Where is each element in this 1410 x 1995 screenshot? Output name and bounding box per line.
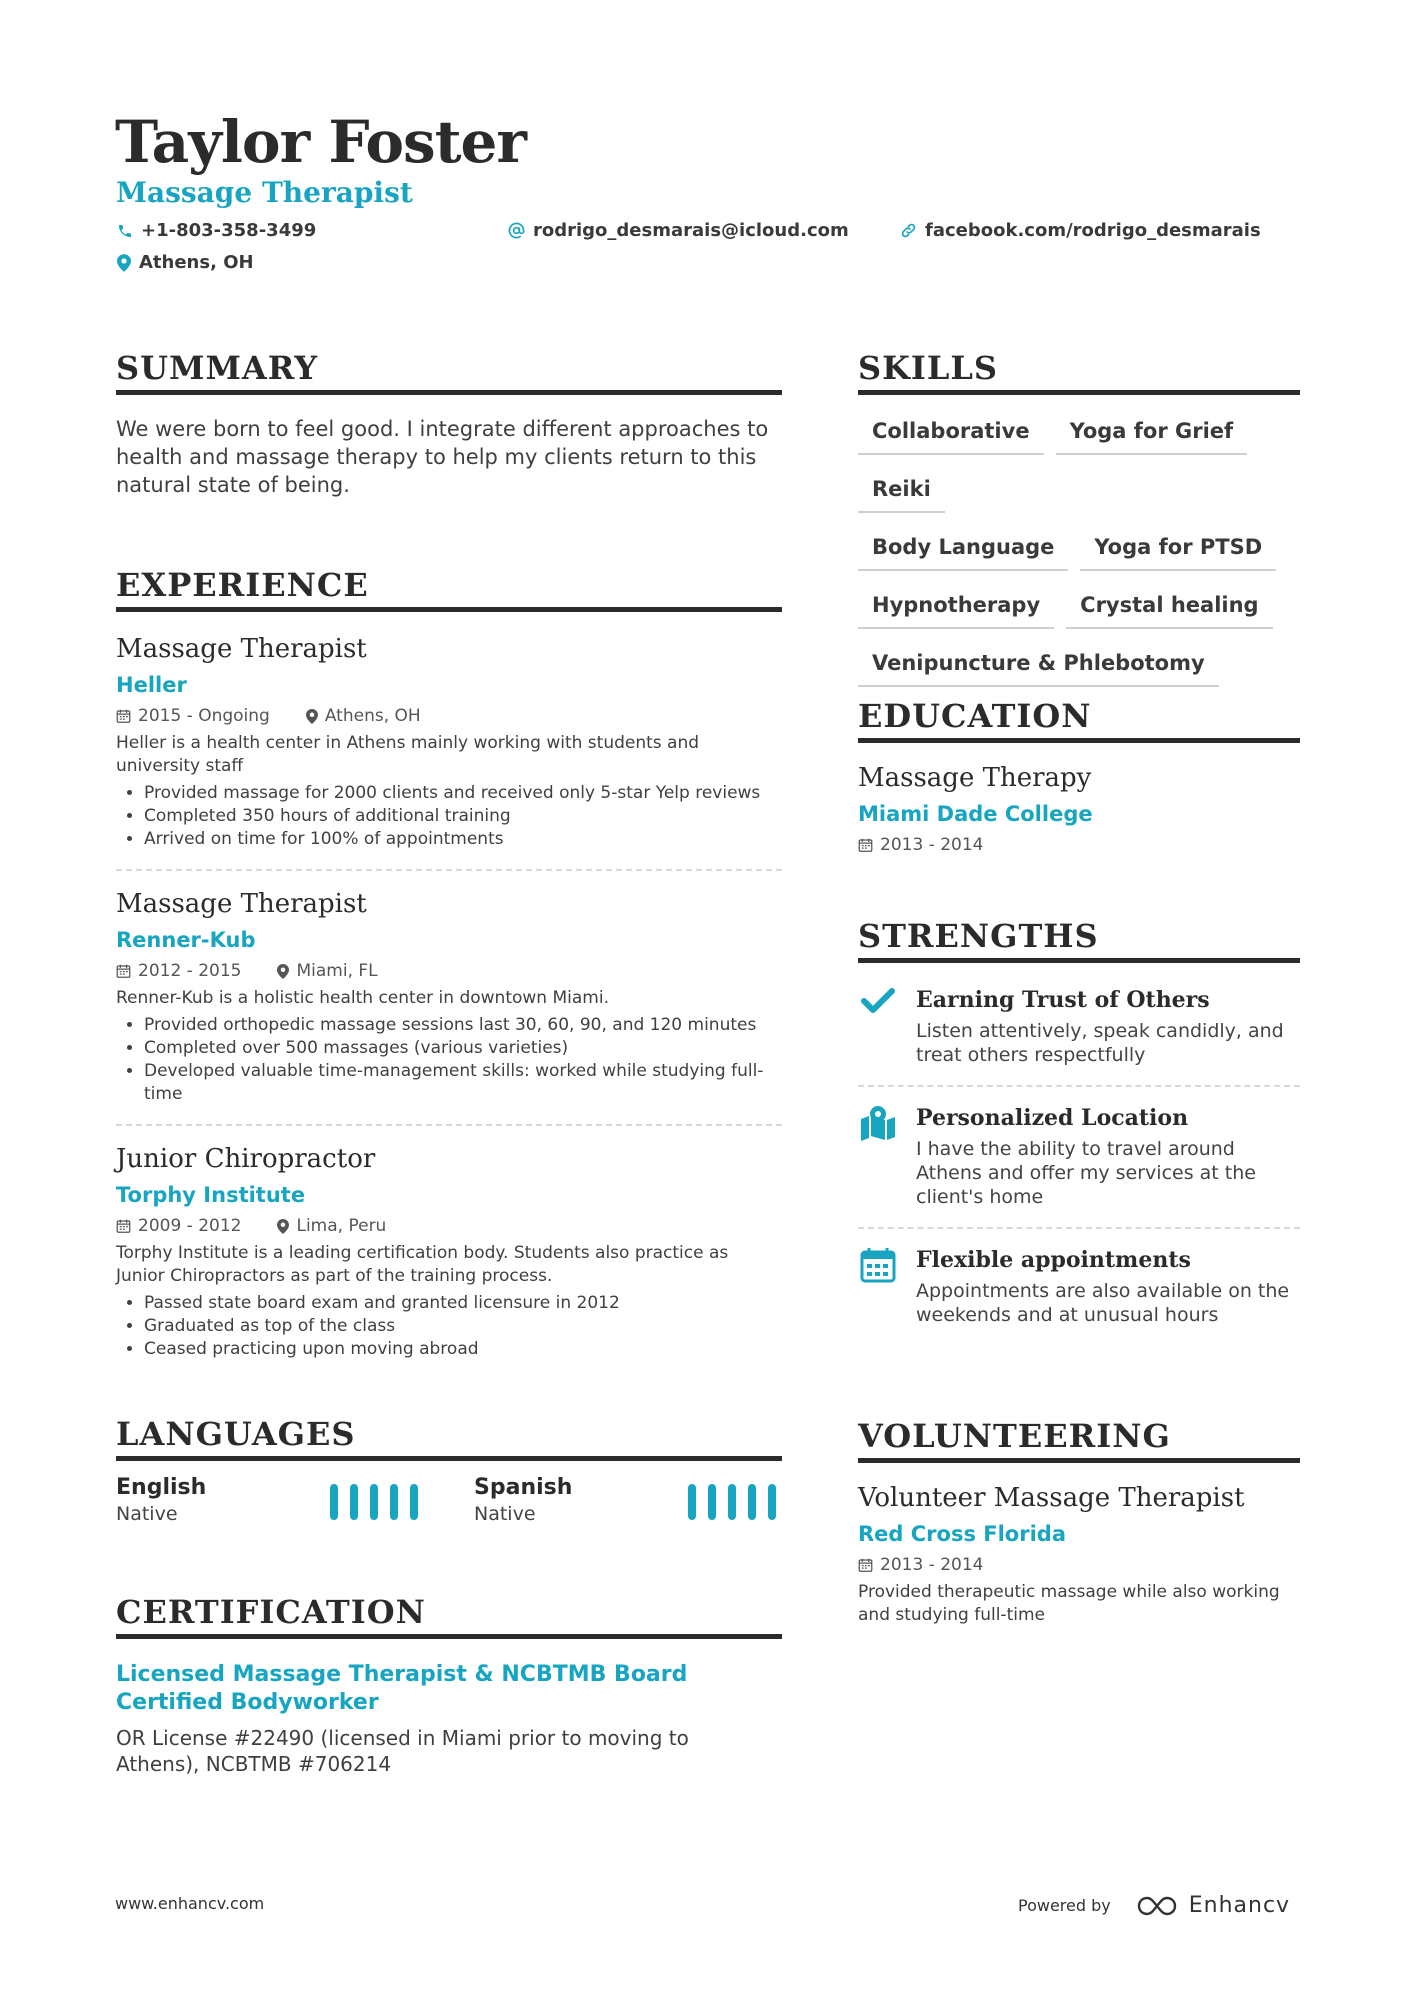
divider <box>858 1085 1300 1087</box>
education-heading: EDUCATION <box>858 696 1300 743</box>
job-meta <box>116 1214 782 1238</box>
email-text: rodrigo_desmarais@icloud.com <box>533 220 849 241</box>
strength-item <box>858 985 1300 1067</box>
summary-text: We were born to feel good. I integrate different approaches to health and massage therapy to help my clients return to this natural state of being. <box>116 417 769 497</box>
contact-email[interactable] <box>508 220 849 241</box>
powered-by-label: Powered by <box>1018 1896 1111 1915</box>
job-bullets <box>116 1014 782 1106</box>
job-bullet: • Provided massage for 2000 clients and received only 5-star Yelp reviews <box>144 782 782 805</box>
calendar-icon <box>116 708 131 724</box>
volunteering-meta <box>858 1553 1300 1577</box>
strengths-heading: STRENGTHS <box>858 916 1300 963</box>
location-pin-icon <box>277 1219 289 1234</box>
job-dates: 2009 - 2012 <box>138 1216 242 1236</box>
job-role: Massage Therapist <box>116 889 367 919</box>
footer-website[interactable]: www.enhancv.com <box>115 1894 265 1913</box>
phone-icon <box>117 223 133 239</box>
job-meta <box>116 959 782 983</box>
job-bullet: • Graduated as top of the class <box>144 1315 782 1338</box>
experience-entry <box>116 887 782 1106</box>
strength-title: Personalized Location <box>916 1105 1189 1131</box>
job-description: Torphy Institute is a leading certification body. Students also practice as Junior Chiropractors as part of the training process. <box>116 1243 729 1286</box>
volunteering-role: Volunteer Massage Therapist <box>858 1483 1245 1513</box>
skills-list <box>858 411 1318 701</box>
skill-tag: Crystal healing <box>1066 585 1272 629</box>
strength-text: I have the ability to travel around Athens and offer my services at the client's home <box>916 1138 1256 1208</box>
contact-link[interactable] <box>900 220 1261 241</box>
proficiency-bar <box>390 1484 398 1520</box>
map-location-icon <box>859 1105 897 1141</box>
job-bullets <box>116 1292 782 1361</box>
phone-text: +1-803-358-3499 <box>141 220 317 241</box>
experience-heading: EXPERIENCE <box>116 565 782 612</box>
education-meta <box>858 833 1300 857</box>
education-school[interactable]: Miami Dade College <box>858 802 1093 826</box>
left-column <box>116 348 782 1361</box>
link-text: facebook.com/rodrigo_desmarais <box>925 220 1261 241</box>
calendar-icon <box>860 1247 896 1283</box>
contact-phone[interactable] <box>117 220 316 241</box>
language-item <box>474 1474 572 1526</box>
location-pin-icon <box>306 709 318 724</box>
education-section <box>858 696 1300 857</box>
skill-tag: Yoga for PTSD <box>1080 527 1276 571</box>
location-pin-icon <box>117 254 131 272</box>
enhancv-logo-icon <box>1135 1894 1181 1918</box>
job-bullet: • Provided orthopedic massage sessions last 30, 60, 90, and 120 minutes <box>144 1014 782 1037</box>
skill-tag: Hypnotherapy <box>858 585 1054 629</box>
summary-heading: SUMMARY <box>116 348 782 395</box>
volunteering-section <box>858 1416 1300 1627</box>
job-company[interactable]: Torphy Institute <box>116 1183 306 1207</box>
language-proficiency-bars <box>330 1484 418 1520</box>
skill-tag: Collaborative <box>858 411 1044 455</box>
divider <box>858 1227 1300 1229</box>
divider <box>116 869 782 871</box>
volunteering-heading: VOLUNTEERING <box>858 1416 1300 1463</box>
volunteering-text: Provided therapeutic massage while also working and studying full-time <box>858 1582 1280 1625</box>
at-icon <box>508 222 525 239</box>
languages-section <box>116 1414 782 1461</box>
proficiency-bar <box>350 1484 358 1520</box>
language-name: Spanish <box>474 1475 573 1500</box>
candidate-title: Massage Therapist <box>116 176 413 209</box>
job-dates: 2012 - 2015 <box>138 961 242 981</box>
calendar-icon <box>116 963 131 979</box>
right-column <box>858 348 1300 701</box>
job-company[interactable]: Heller <box>116 673 187 697</box>
calendar-icon <box>116 1218 131 1234</box>
certification-section <box>116 1592 782 1777</box>
proficiency-bar <box>708 1484 716 1520</box>
job-meta <box>116 704 782 728</box>
skills-section <box>858 348 1300 701</box>
location-text: Athens, OH <box>139 252 254 273</box>
job-role: Junior Chiropractor <box>116 1144 376 1174</box>
link-icon <box>900 222 917 239</box>
experience-section <box>116 565 782 1361</box>
checkmark-icon <box>861 987 895 1015</box>
divider <box>116 1124 782 1126</box>
proficiency-bar <box>370 1484 378 1520</box>
education-dates: 2013 - 2014 <box>880 835 984 855</box>
candidate-name: Taylor Foster <box>115 108 526 176</box>
languages-heading: LANGUAGES <box>116 1414 782 1461</box>
skill-tag: Reiki <box>858 469 945 513</box>
job-bullet: • Arrived on time for 100% of appointments <box>144 828 782 851</box>
certification-heading: CERTIFICATION <box>116 1592 782 1639</box>
job-description: Heller is a health center in Athens mainly working with students and university staff <box>116 733 700 776</box>
proficiency-bar <box>748 1484 756 1520</box>
job-location: Athens, OH <box>324 706 421 726</box>
proficiency-bar <box>688 1484 696 1520</box>
job-role: Massage Therapist <box>116 634 367 664</box>
strength-title: Flexible appointments <box>916 1247 1191 1273</box>
job-company[interactable]: Renner-Kub <box>116 928 256 952</box>
job-bullet: • Passed state board exam and granted licensure in 2012 <box>144 1292 782 1315</box>
strength-item <box>858 1103 1300 1209</box>
job-bullets <box>116 782 782 851</box>
language-name: English <box>116 1475 207 1500</box>
skill-tag: Venipuncture & Phlebotomy <box>858 643 1219 687</box>
volunteering-org[interactable]: Red Cross Florida <box>858 1522 1066 1546</box>
proficiency-bar <box>330 1484 338 1520</box>
strength-text: Appointments are also available on the weekends and at unusual hours <box>916 1280 1290 1326</box>
language-level: Native <box>116 1503 178 1525</box>
calendar-icon <box>858 837 873 853</box>
strength-title: Earning Trust of Others <box>916 987 1210 1013</box>
job-bullet: • Completed over 500 massages (various varieties) <box>144 1037 782 1060</box>
skill-tag: Yoga for Grief <box>1056 411 1248 455</box>
strength-text: Listen attentively, speak candidly, and treat others respectfully <box>916 1020 1284 1066</box>
skills-heading: SKILLS <box>858 348 1300 395</box>
location-pin-icon <box>277 964 289 979</box>
brand-name: Enhancv <box>1188 1893 1291 1918</box>
proficiency-bar <box>728 1484 736 1520</box>
volunteering-dates: 2013 - 2014 <box>880 1555 984 1575</box>
strengths-section <box>858 916 1300 1327</box>
experience-entry <box>116 1142 782 1361</box>
job-bullet: • Completed 350 hours of additional training <box>144 805 782 828</box>
experience-entry <box>116 632 782 851</box>
language-proficiency-bars <box>688 1484 776 1520</box>
calendar-icon <box>858 1557 873 1573</box>
proficiency-bar <box>410 1484 418 1520</box>
proficiency-bar <box>768 1484 776 1520</box>
job-location: Miami, FL <box>296 961 378 981</box>
language-item <box>116 1474 206 1526</box>
summary-section <box>116 348 782 499</box>
education-degree: Massage Therapy <box>858 763 1092 793</box>
language-level: Native <box>474 1503 536 1525</box>
contact-location <box>117 252 254 273</box>
skill-tag: Body Language <box>858 527 1068 571</box>
strength-item <box>858 1245 1300 1327</box>
footer-branding[interactable] <box>1018 1893 1290 1918</box>
job-bullet: • Ceased practicing upon moving abroad <box>144 1338 782 1361</box>
job-description: Renner-Kub is a holistic health center in downtown Miami. <box>116 988 609 1008</box>
job-location: Lima, Peru <box>296 1216 387 1236</box>
job-dates: 2015 - Ongoing <box>138 706 270 726</box>
certification-title: Licensed Massage Therapist & NCBTMB Board Certified Bodyworker <box>116 1662 688 1715</box>
job-bullet: • Developed valuable time-management skills: worked while studying full-time <box>144 1060 782 1106</box>
certification-detail: OR License #22490 (licensed in Miami prior to moving to Athens), NCBTMB #706214 <box>116 1726 689 1776</box>
